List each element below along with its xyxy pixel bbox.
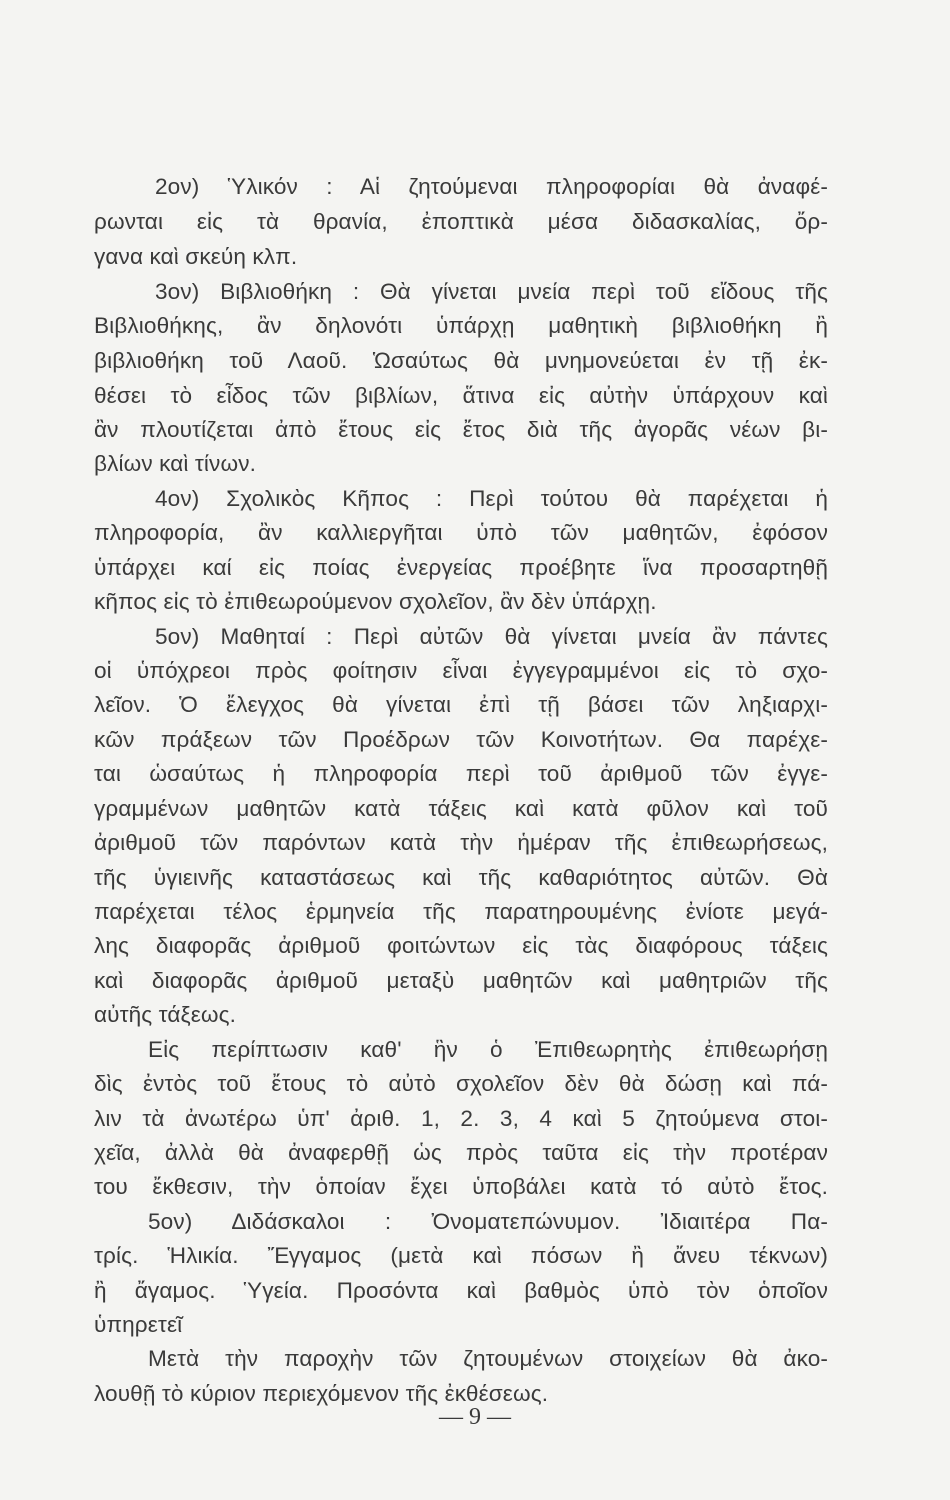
text-line: αὐτῆς τάξεως.	[94, 1002, 237, 1027]
text-line: ται ὡσαύτως ἡ πληροφορία περὶ τοῦ ἀριθμοῦ τῶν ἐγγε-	[94, 761, 828, 786]
text-line: χεῖα, ἀλλὰ θὰ ἀναφερθῇ ὡς πρὸς ταῦτα εἰς τὴν προτέραν	[94, 1140, 828, 1165]
page-number: — 9 —	[439, 1404, 511, 1430]
text-line: γανα καὶ σκεύη κλπ.	[94, 244, 298, 269]
text-line: 4ον) Σχολικὸς Κῆπος : Περὶ τούτου θὰ παρέχεται ἡ	[155, 486, 828, 511]
text-line: ἀριθμοῦ τῶν παρόντων κατὰ τὴν ἡμέραν τῆς ἐπιθεωρήσεως,	[94, 830, 828, 855]
text-line: παρέχεται τέλος ἑρμηνεία τῆς παρατηρουμένης ἐνίοτε μεγά-	[94, 899, 828, 924]
text-line: ἢ ἄγαμος. Ὑγεία. Προσόντα καὶ βαθμὸς ὑπὸ τὸν ὁποῖον	[94, 1278, 828, 1303]
text-line: 3ον) Βιβλιοθήκη : Θὰ γίνεται μνεία περὶ τοῦ εἴδους τῆς	[155, 279, 828, 304]
text-line: λουθῇ τὸ κύριον περιεχόμενον τῆς ἐκθέσεως.	[94, 1381, 549, 1406]
text-line: ὑπάρχει καί εἰς ποίας ἐνεργείας προέβητε ἵνα προσαρτηθῇ	[94, 555, 828, 580]
text-line: λιν τὰ ἀνωτέρω ὑπ' ἀριθ. 1, 2. 3, 4 καὶ 5 ζητούμενα στοι-	[94, 1106, 828, 1131]
text-line: οἱ ὑπόχρεοι πρὸς φοίτησιν εἶναι ἐγγεγραμμένοι εἰς τὸ σχο-	[94, 658, 828, 683]
text-line: γραμμένων μαθητῶν κατὰ τάξεις καὶ κατὰ φῦλον καὶ τοῦ	[94, 796, 828, 821]
text-line: Μετὰ τὴν παροχὴν τῶν ζητουμένων στοιχείων θὰ ἀκο-	[148, 1346, 828, 1371]
text-line: τρίς. Ἡλικία. Ἔγγαμος (μετὰ καὶ πόσων ἢ ἄνευ τέκνων)	[94, 1243, 828, 1268]
text-line: καὶ διαφορᾶς ἀριθμοῦ μεταξὺ μαθητῶν καὶ μαθητριῶν τῆς	[94, 968, 828, 993]
text-line: τῆς ὑγιεινῆς καταστάσεως καὶ τῆς καθαριότητος αὐτῶν. Θὰ	[94, 865, 828, 890]
text-line: βλίων καὶ τίνων.	[94, 451, 256, 476]
text-line: δὶς ἐντὸς τοῦ ἔτους τὸ αὐτὸ σχολεῖον δὲν θὰ δώσῃ καὶ πά-	[94, 1071, 828, 1096]
text-line: ἂν πλουτίζεται ἀπὸ ἔτους εἰς ἔτος διὰ τῆς ἀγορᾶς νέων βι-	[94, 417, 828, 442]
text-line: θέσει τὸ εἶδος τῶν βιβλίων, ἅτινα εἰς αὐτὴν ὑπάρχουν καὶ	[94, 383, 828, 408]
text-line: του ἔκθεσιν, τὴν ὁποίαν ἔχει ὑποβάλει κατὰ τό αὐτὸ ἔτος.	[94, 1174, 828, 1199]
text-line: βιβλιοθήκη τοῦ Λαοῦ. Ὡσαύτως θὰ μνημονεύεται ἐν τῇ ἐκ-	[94, 348, 828, 373]
text-line: λεῖον. Ὁ ἔλεγχος θὰ γίνεται ἐπὶ τῇ βάσει τῶν ληξιαρχι-	[94, 692, 828, 717]
text-line: Βιβλιοθήκης, ἂν δηλονότι ὑπάρχῃ μαθητικὴ βιβλιοθήκη ἢ	[94, 313, 828, 338]
text-line: 2ον) Ὑλικόν : Αἱ ζητούμεναι πληροφορίαι θὰ ἀναφέ-	[155, 174, 828, 199]
text-line: 5ον) Μαθηταί : Περὶ αὐτῶν θὰ γίνεται μνεία ἂν πάντες	[155, 624, 828, 649]
text-line: ρωνται εἰς τὰ θρανία, ἐποπτικὰ μέσα διδασκαλίας, ὄρ-	[94, 209, 828, 234]
text-line: Εἰς περίπτωσιν καθ' ἣν ὁ Ἐπιθεωρητὴς ἐπιθεωρήσῃ	[148, 1037, 828, 1062]
text-line: κῶν πράξεων τῶν Προέδρων τῶν Κοινοτήτων. Θα παρέχε-	[94, 727, 828, 752]
text-line: 5ον) Διδάσκαλοι : Ὀνοματεπώνυμον. Ἰδιαιτέρα Πα-	[148, 1209, 828, 1234]
text-line: ὑπηρετεῖ	[94, 1312, 183, 1337]
text-line: κῆπος εἰς τὸ ἐπιθεωρούμενον σχολεῖον, ἂν δὲν ὑπάρχῃ.	[94, 589, 657, 614]
text-line: πληροφορία, ἂν καλλιεργῆται ὑπὸ τῶν μαθητῶν, ἐφόσον	[94, 520, 828, 545]
text-line: λης διαφορᾶς ἀριθμοῦ φοιτώντων εἰς τὰς διαφόρους τάξεις	[94, 933, 828, 958]
